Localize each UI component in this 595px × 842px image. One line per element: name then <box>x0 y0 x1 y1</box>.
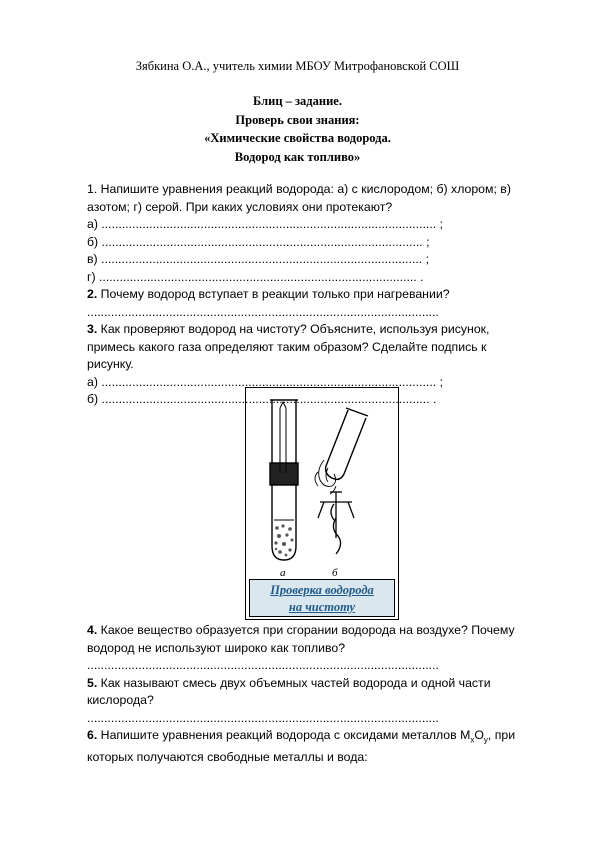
hydrogen-test-illustration <box>246 388 398 578</box>
question-6-number: 6. <box>87 728 98 742</box>
test-tube-a-icon <box>270 400 298 560</box>
question-4-text: Какое вещество образуется при сгорании водорода на воздухе? Почему водород не используют широко как топливо? <box>87 623 515 655</box>
flame-icon <box>315 460 336 494</box>
question-1: 1. Напишите уравнения реакций водорода: а) с кислородом; б) хлором; в) азотом; г) серой. При каких условиях они протекают? <box>87 182 511 214</box>
inverted-test-tube-b-icon <box>326 408 368 479</box>
hydrogen-test-figure <box>245 387 399 620</box>
caption-line-1: Проверка водорода <box>270 583 374 597</box>
questions-top <box>87 181 527 409</box>
answer-line-1b: б) .............................................................................................. ; <box>87 234 430 249</box>
question-4 <box>87 622 527 657</box>
zinc-granules-icon <box>274 524 293 556</box>
subscript-y: y <box>483 735 488 745</box>
label-b: б <box>332 567 338 578</box>
burner-icon <box>318 492 354 554</box>
question-2-text: Почему водород вступает в реакции только при нагревании? <box>97 287 450 301</box>
title-block <box>0 92 595 166</box>
oxide-o: O <box>474 728 484 742</box>
answer-line-4: ....................................................................................................... <box>87 658 439 672</box>
questions-bottom <box>87 622 527 766</box>
question-4-number: 4. <box>87 623 98 637</box>
question-6-text-after: , при которых получаются свободные металлы и вода: <box>87 728 516 764</box>
subscript-x: x <box>470 735 475 745</box>
title-line-2: Проверь свои знания: <box>235 112 360 127</box>
answer-line-2: ....................................................................................................... <box>87 304 439 319</box>
answer-line-5: ....................................................................................................... <box>87 710 439 725</box>
question-3-number: 3. <box>87 322 98 336</box>
caption-line-2: на чистоту <box>288 600 356 614</box>
question-3-text: Как проверяют водород на чистоту? Объясните, используя рисунок, примесь какого газа определяют таким образом? Сделайте подпись к рисунку. <box>87 322 490 371</box>
question-5-text: Как называют смесь двух объемных частей водорода и одной части кислорода? <box>87 675 491 707</box>
question-2-number: 2. <box>87 287 98 301</box>
answer-line-1a: а) .................................................................................................. ; <box>87 217 443 231</box>
question-5 <box>87 675 527 710</box>
answer-line-3b: б) ................................................................................................ . <box>87 392 437 406</box>
question-6-text-before: Напишите уравнения реакций водорода с оксидами металлов M <box>97 728 471 742</box>
title-line-4: Водород как топливо» <box>234 149 361 164</box>
answer-line-1c: в) .............................................................................................. ; <box>87 252 430 266</box>
figure-caption <box>249 579 395 617</box>
label-a: а <box>280 567 286 578</box>
answer-line-3a: а) .................................................................................................. ; <box>87 374 443 389</box>
question-3 <box>87 321 527 374</box>
question-5-number: 5. <box>87 675 98 690</box>
question-6 <box>87 727 527 766</box>
title-line-3: «Химические свойства водорода. <box>204 131 391 145</box>
answer-line-1d: г) ............................................................................................. . <box>87 269 424 284</box>
author-line: Зябкина О.А., учитель химии МБОУ Митрофановской СОШ <box>135 59 460 73</box>
title-line-1: Блиц – задание. <box>253 94 342 108</box>
question-2 <box>87 286 527 304</box>
